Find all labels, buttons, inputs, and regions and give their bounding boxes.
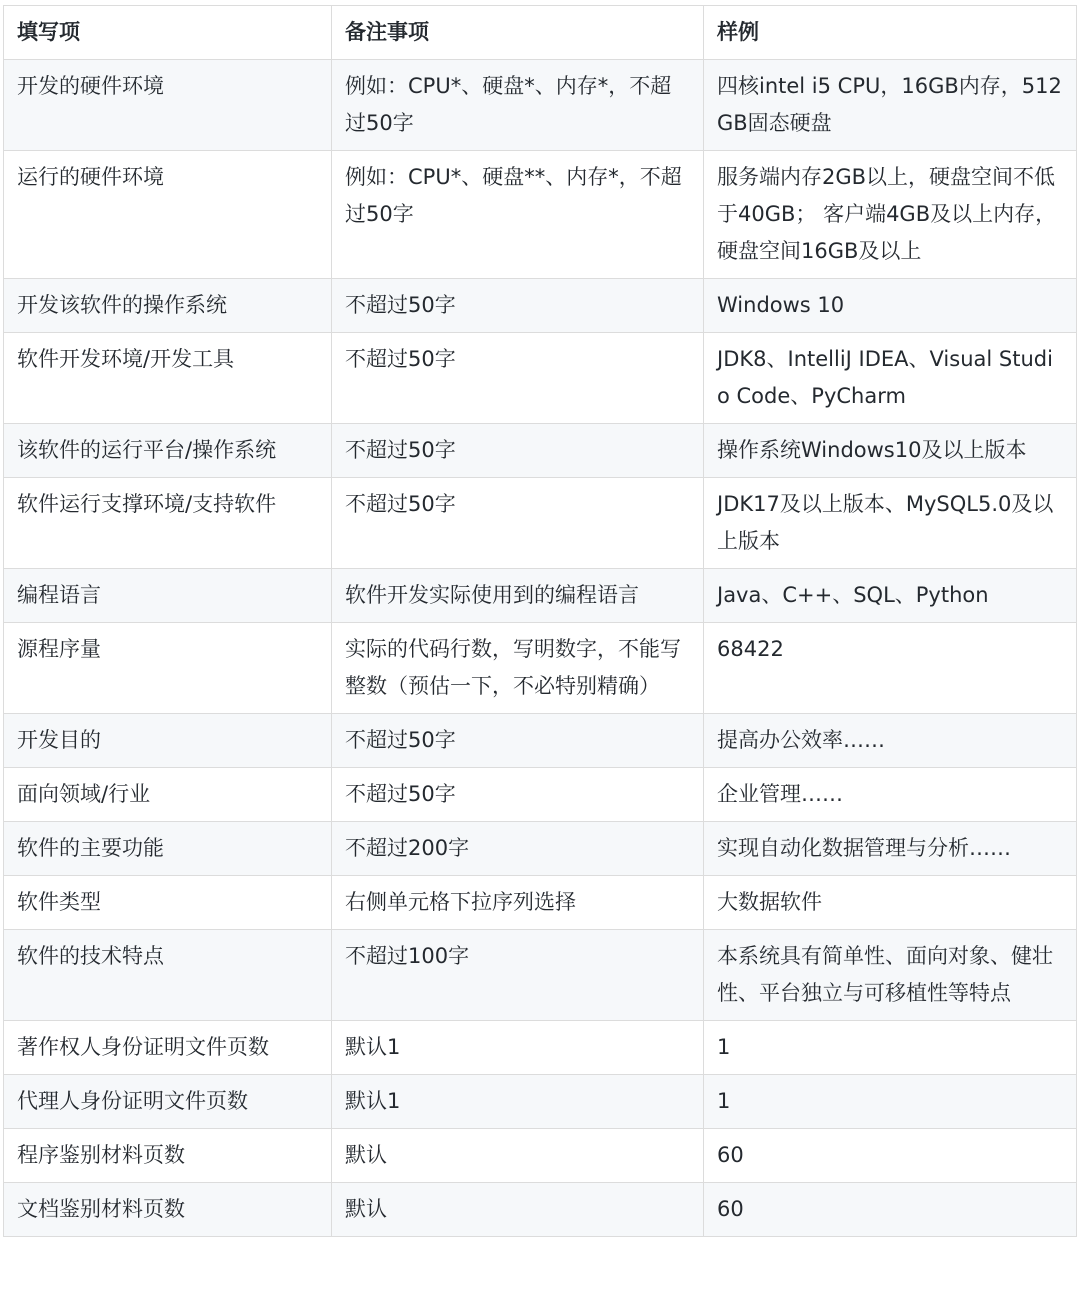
table-row	[4, 151, 1077, 279]
field-cell: 文档鉴别材料页数	[4, 1183, 332, 1237]
notes-cell: 默认1	[332, 1021, 704, 1075]
table-row	[4, 1075, 1077, 1129]
field-cell: 开发该软件的操作系统	[4, 279, 332, 333]
field-cell: 运行的硬件环境	[4, 151, 332, 279]
table-row	[4, 714, 1077, 768]
table-row	[4, 1129, 1077, 1183]
notes-cell: 不超过200字	[332, 822, 704, 876]
table-row	[4, 279, 1077, 333]
example-cell: 60	[704, 1129, 1077, 1183]
table-body	[4, 60, 1077, 1237]
table-row	[4, 1183, 1077, 1237]
field-cell: 编程语言	[4, 569, 332, 623]
example-cell: JDK8、IntelliJ IDEA、Visual Studio Code、PyCharm	[704, 333, 1077, 424]
header-row	[4, 6, 1077, 60]
field-cell: 著作权人身份证明文件页数	[4, 1021, 332, 1075]
example-cell: Windows 10	[704, 279, 1077, 333]
header-example: 样例	[704, 6, 1077, 60]
field-cell: 软件运行支撑环境/支持软件	[4, 478, 332, 569]
field-cell: 软件的主要功能	[4, 822, 332, 876]
example-cell: 1	[704, 1021, 1077, 1075]
notes-cell: 不超过50字	[332, 279, 704, 333]
notes-cell: 默认	[332, 1183, 704, 1237]
example-cell: Java、C++、SQL、Python	[704, 569, 1077, 623]
table-row	[4, 1021, 1077, 1075]
field-cell: 开发目的	[4, 714, 332, 768]
table-row	[4, 333, 1077, 424]
notes-cell: 不超过50字	[332, 478, 704, 569]
example-cell: 服务端内存2GB以上，硬盘空间不低于40GB； 客户端4GB及以上内存，硬盘空间16GB及以上	[704, 151, 1077, 279]
example-cell: 提高办公效率……	[704, 714, 1077, 768]
notes-cell: 例如：CPU*、硬盘**、内存*，不超过50字	[332, 151, 704, 279]
notes-cell: 不超过50字	[332, 714, 704, 768]
example-cell: 本系统具有简单性、面向对象、健壮性、平台独立与可移植性等特点	[704, 930, 1077, 1021]
notes-cell: 右侧单元格下拉序列选择	[332, 876, 704, 930]
notes-cell: 不超过50字	[332, 424, 704, 478]
field-cell: 面向领域/行业	[4, 768, 332, 822]
example-cell: 实现自动化数据管理与分析……	[704, 822, 1077, 876]
example-cell: 大数据软件	[704, 876, 1077, 930]
example-cell: 68422	[704, 623, 1077, 714]
example-cell: 操作系统Windows10及以上版本	[704, 424, 1077, 478]
software-registration-table	[3, 5, 1077, 1237]
example-cell: 60	[704, 1183, 1077, 1237]
notes-cell: 默认	[332, 1129, 704, 1183]
notes-cell: 不超过100字	[332, 930, 704, 1021]
notes-cell: 默认1	[332, 1075, 704, 1129]
table-row	[4, 60, 1077, 151]
notes-cell: 软件开发实际使用到的编程语言	[332, 569, 704, 623]
table-row	[4, 424, 1077, 478]
field-cell: 软件的技术特点	[4, 930, 332, 1021]
table-row	[4, 623, 1077, 714]
field-cell: 软件开发环境/开发工具	[4, 333, 332, 424]
notes-cell: 实际的代码行数，写明数字，不能写整数（预估一下，不必特别精确）	[332, 623, 704, 714]
example-cell: 企业管理……	[704, 768, 1077, 822]
table-row	[4, 768, 1077, 822]
header-fill-item: 填写项	[4, 6, 332, 60]
notes-cell: 不超过50字	[332, 768, 704, 822]
table-row	[4, 569, 1077, 623]
table-row	[4, 478, 1077, 569]
field-cell: 源程序量	[4, 623, 332, 714]
example-cell: JDK17及以上版本、MySQL5.0及以上版本	[704, 478, 1077, 569]
field-cell: 软件类型	[4, 876, 332, 930]
table-row	[4, 930, 1077, 1021]
field-cell: 开发的硬件环境	[4, 60, 332, 151]
table-row	[4, 822, 1077, 876]
table-row	[4, 876, 1077, 930]
field-cell: 程序鉴别材料页数	[4, 1129, 332, 1183]
notes-cell: 不超过50字	[332, 333, 704, 424]
example-cell: 四核intel i5 CPU，16GB内存，512GB固态硬盘	[704, 60, 1077, 151]
example-cell: 1	[704, 1075, 1077, 1129]
notes-cell: 例如：CPU*、硬盘*、内存*，不超过50字	[332, 60, 704, 151]
field-cell: 该软件的运行平台/操作系统	[4, 424, 332, 478]
table-header	[4, 6, 1077, 60]
field-cell: 代理人身份证明文件页数	[4, 1075, 332, 1129]
header-notes: 备注事项	[332, 6, 704, 60]
